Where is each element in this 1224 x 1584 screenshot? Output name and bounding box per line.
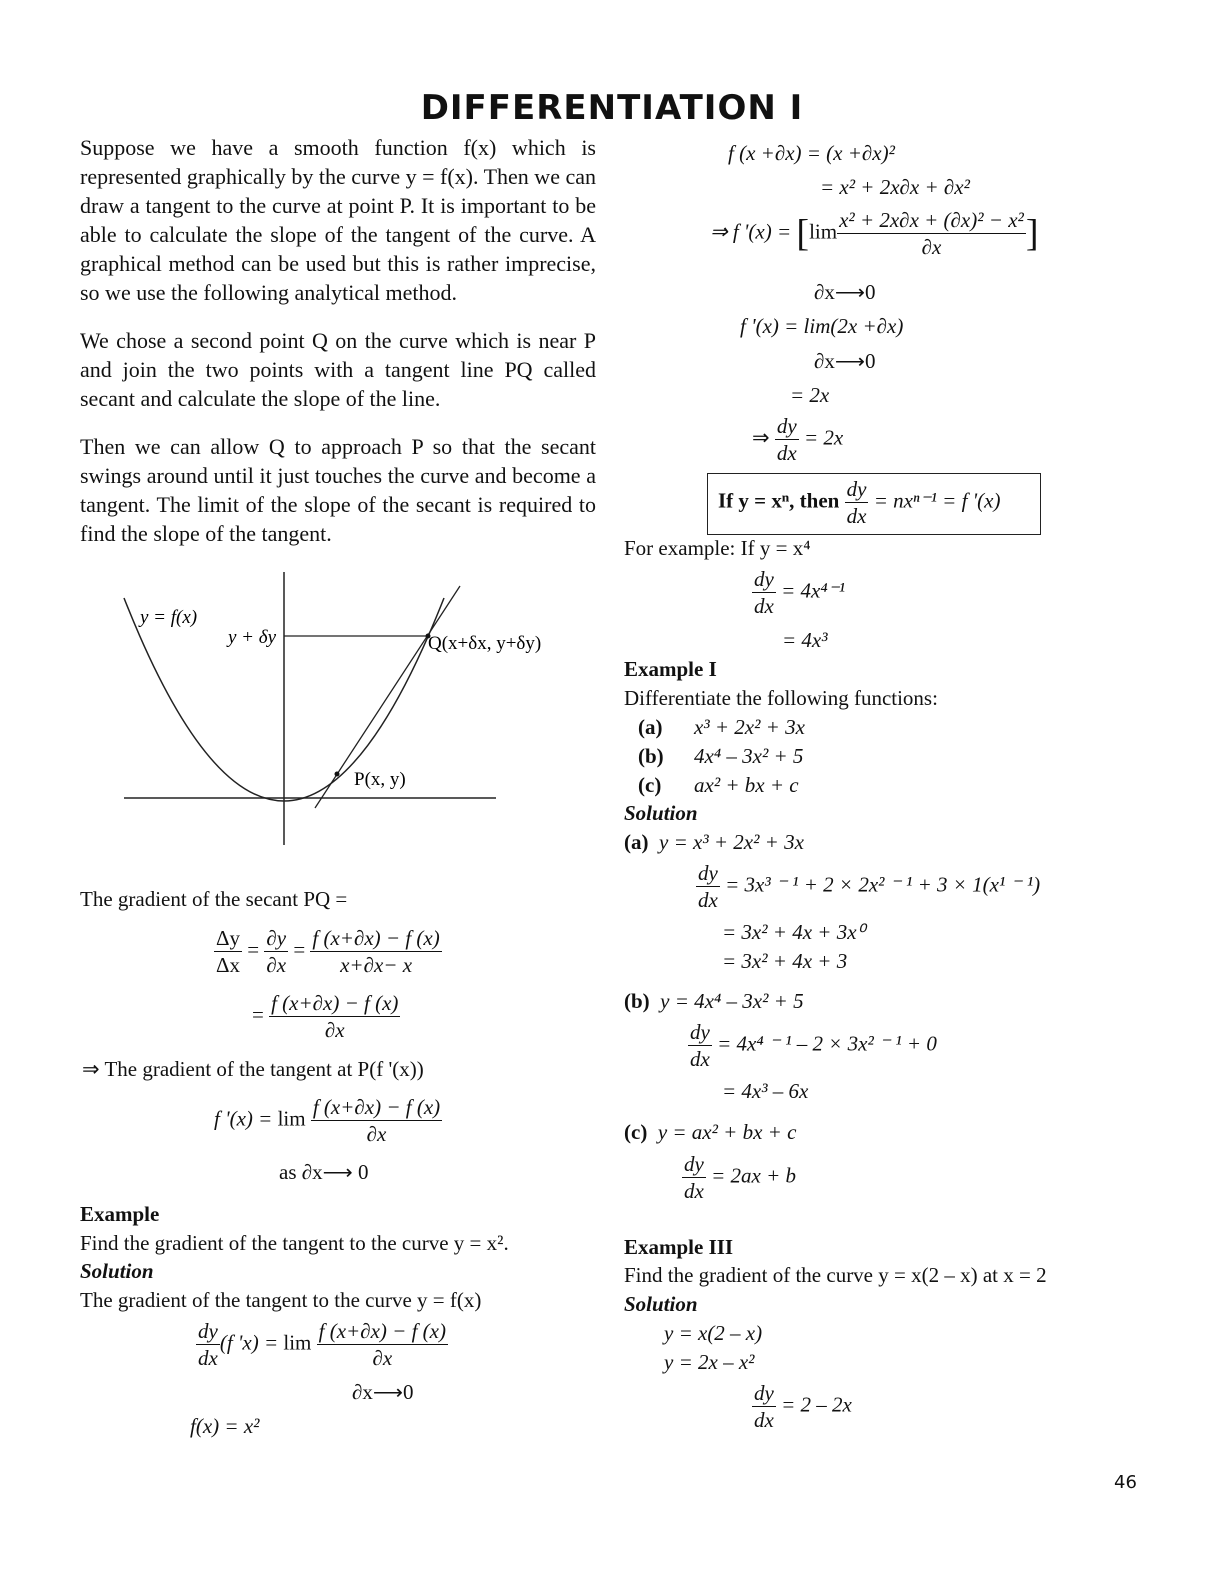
solution-3-heading: Solution xyxy=(624,1292,698,1316)
example-1-item: (a) x³ + 2x² + 3x xyxy=(638,715,805,739)
expansion-line-1: f (x +∂x) = (x +∂x)² xyxy=(728,141,895,165)
solution-text: The gradient of the tangent to the curve y = f(x) xyxy=(80,1288,482,1312)
solution-3-step-1: y = x(2 – x) xyxy=(664,1321,763,1345)
dydx-limit-equation: $\frac{dy}{dx}$ (f 'x) = lim $\frac{f (x+\partial x) - f (x)}{\partial x}$ xyxy=(198,1319,446,1370)
solution-c-equation: (c) y = ax² + bx + c xyxy=(624,1120,797,1144)
solution-3-step-2: y = 2x – x² xyxy=(664,1350,755,1374)
solution-b-equation: (b) y = 4x⁴ – 3x² + 5 xyxy=(624,989,804,1013)
example-1-heading: Example I xyxy=(624,657,717,681)
solution-b-step-2: = 4x³ – 6x xyxy=(722,1079,809,1103)
dy-label: y + δy xyxy=(228,627,277,648)
for-example-text: For example: If y = x⁴ xyxy=(624,536,811,560)
derivative-definition: f '(x) = lim $\frac{f (x+\partial x) - f (x)}{\partial x}$ xyxy=(214,1095,441,1146)
lim-2x-line: f '(x) = lim(2x +∂x) xyxy=(740,314,904,338)
p-label: P(x, y) xyxy=(354,769,406,790)
solution-1-heading: Solution xyxy=(624,801,698,825)
secant-tangent-graph xyxy=(110,568,542,853)
secant-equation-2: = $\frac{f (x+\partial x) - f (x)}{\partial x}$ xyxy=(252,991,399,1042)
limit-paragraph: Then we can allow Q to approach P so that the secant swings around until it just touches the curve and become a tangent. The limit of the slope of the secant is required to find the slope of the tangent. xyxy=(80,434,596,546)
solution-heading: Solution xyxy=(80,1259,154,1283)
example-1-text: Differentiate the following functions: xyxy=(624,686,938,710)
solution-a-equation: (a) y = x³ + 2x² + 3x xyxy=(624,830,804,854)
solution-c-derivative: $\frac{dy}{dx}$ = 2ax + b xyxy=(684,1152,796,1203)
page-number: 46 xyxy=(1114,1472,1137,1493)
example-3-heading: Example III xyxy=(624,1235,734,1259)
example-heading: Example xyxy=(80,1202,160,1226)
fx-equation: f(x) = x² xyxy=(190,1414,260,1438)
solution-a-derivative: $\frac{dy}{dx}$ = 3x³ ⁻ ¹ + 2 × 2x² ⁻ ¹ + 3 × 1(x¹ ⁻ ¹) xyxy=(698,861,1041,912)
page-title: DIFFERENTIATION I xyxy=(420,88,804,128)
secant-gradient-text: The gradient of the secant PQ = xyxy=(80,887,348,911)
example-3-text: Find the gradient of the curve y = x(2 – x) at x = 2 xyxy=(624,1263,1047,1287)
second-point-paragraph: We chose a second point Q on the curve which is near P and join the two points with a tangent line PQ called secant and calculate the slope of the line. xyxy=(80,328,596,411)
expansion-line-2: = x² + 2x∂x + ∂x² xyxy=(820,175,970,199)
dydx-2x-result: ⇒ $\frac{dy}{dx}$ = 2x xyxy=(752,414,844,465)
solution-b-derivative: $\frac{dy}{dx}$ = 4x⁴ ⁻ ¹ – 2 × 3x² ⁻ ¹ + 0 xyxy=(690,1020,937,1071)
for-example-derivative: $\frac{dy}{dx}$ = 4x⁴⁻¹ xyxy=(754,567,846,618)
power-rule-text: If y = xⁿ, then $\frac{dy}{dx}$ = nxⁿ⁻¹ = f '(x) xyxy=(718,477,1001,528)
q-label: Q(x+δx, y+δy) xyxy=(428,633,542,654)
example-1-item: (c) ax² + bx + c xyxy=(638,773,799,797)
example-1-item: (b) 4x⁴ – 3x² + 5 xyxy=(638,744,804,768)
secant-equation: $\frac{\Delta y}{\Delta x}$ = $\frac{\partial y}{\partial x}$ = $\frac{f (x+\partial x) - f (x)}{x+\partial x- x}$ xyxy=(216,926,440,977)
curve-label: y = f(x) xyxy=(140,607,198,628)
for-example-result: = 4x³ xyxy=(782,628,828,652)
solution-a-step-3: = 3x² + 4x + 3 xyxy=(722,949,848,973)
limit-arrow-text: ∂x⟶0 xyxy=(352,1380,414,1404)
derivative-expansion: ⇒ f '(x) = [lim $\frac{\text{x² + 2x∂x + (∂x)² − x²}}{\partial x}$ ] xyxy=(710,208,1039,259)
intro-paragraph: Suppose we have a smooth function f(x) which is represented graphically by the curve y = f(x). Then we can draw a tangent to the curve at point P. It is important to be able to calculate the slope of the tangent of the curve. A graphical method can be used but this is rather imprecise, so we use the following analytical method. xyxy=(80,135,596,305)
limit-arrow-2: ∂x⟶0 xyxy=(814,349,876,373)
limit-arrow-1: ∂x⟶0 xyxy=(814,280,876,304)
solution-3-derivative: $\frac{dy}{dx}$ = 2 – 2x xyxy=(754,1381,852,1432)
example-text: Find the gradient of the tangent to the curve y = x². xyxy=(80,1231,509,1255)
as-limit-text: as ∂x⟶ 0 xyxy=(279,1160,369,1184)
tangent-gradient-text: ⇒ The gradient of the tangent at P(f '(x)) xyxy=(82,1057,424,1081)
point-p xyxy=(335,772,340,777)
equals-2x-line: = 2x xyxy=(790,383,830,407)
solution-a-step-2: = 3x² + 4x + 3x⁰ xyxy=(722,920,865,944)
